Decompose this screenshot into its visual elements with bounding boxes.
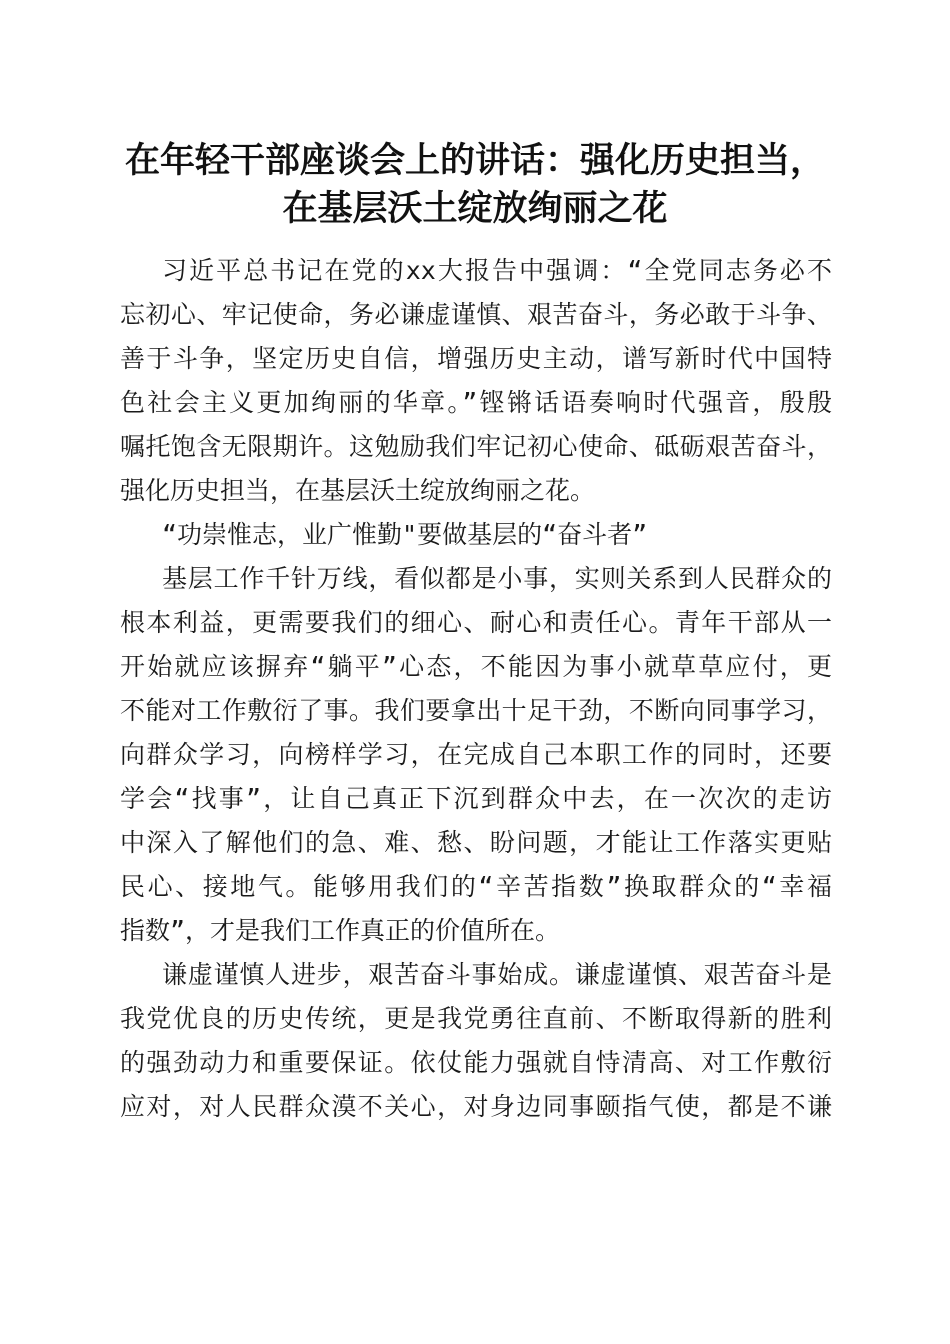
paragraph-1-line: 忘初心、牢记使命，务必谦虚谨慎、艰苦奋斗，务必敢于斗争、	[120, 300, 832, 329]
section-subheading: “功崇惟志，业广惟勤"要做基层的“奋斗者”	[162, 520, 648, 549]
paragraph-2-line: 学会“找事”，让自己真正下沉到群众中去，在一次次的走访	[120, 784, 832, 813]
paragraph-3-line: 应对，对人民群众漠不关心，对身边同事颐指气使，都是不谦	[120, 1092, 832, 1121]
paragraph-2-line: 指数”，才是我们工作真正的价值所在。	[120, 916, 561, 945]
paragraph-1-line: 习近平总书记在党的xx大报告中强调：“全党同志务必不	[162, 256, 832, 285]
document-title-line-2: 在基层沃土绽放绚丽之花	[282, 188, 668, 229]
paragraph-3-line: 我党优良的历史传统，更是我党勇往直前、不断取得新的胜利	[120, 1004, 832, 1033]
paragraph-3-line: 谦虚谨慎人进步，艰苦奋斗事始成。谦虚谨慎、艰苦奋斗是	[162, 960, 832, 989]
paragraph-2-line: 开始就应该摒弃“躺平”心态，不能因为事小就草草应付，更	[120, 652, 832, 681]
paragraph-2-line: 民心、接地气。能够用我们的“辛苦指数”换取群众的“幸福	[120, 872, 832, 901]
paragraph-2-line: 基层工作千针万线，看似都是小事，实则关系到人民群众的	[162, 564, 832, 593]
paragraph-3-line: 的强劲动力和重要保证。依仗能力强就自恃清高、对工作敷衍	[120, 1048, 832, 1077]
paragraph-1-line: 色社会主义更加绚丽的华章。”铿锵话语奏响时代强音，殷殷	[120, 388, 832, 417]
paragraph-1-line: 嘱托饱含无限期许。这勉励我们牢记初心使命、砥砺艰苦奋斗，	[120, 432, 832, 461]
paragraph-1-line: 强化历史担当，在基层沃土绽放绚丽之花。	[120, 476, 596, 505]
paragraph-2-line: 向群众学习，向榜样学习，在完成自己本职工作的同时，还要	[120, 740, 832, 769]
paragraph-2-line: 中深入了解他们的急、难、愁、盼问题，才能让工作落实更贴	[120, 828, 832, 857]
paragraph-2-line: 根本利益，更需要我们的细心、耐心和责任心。青年干部从一	[120, 608, 832, 637]
paragraph-2-line: 不能对工作敷衍了事。我们要拿出十足干劲，不断向同事学习，	[120, 696, 832, 725]
paragraph-1-line: 善于斗争，坚定历史自信，增强历史主动，谱写新时代中国特	[120, 344, 832, 373]
document-title-line-1: 在年轻干部座谈会上的讲话：强化历史担当，	[124, 140, 825, 181]
